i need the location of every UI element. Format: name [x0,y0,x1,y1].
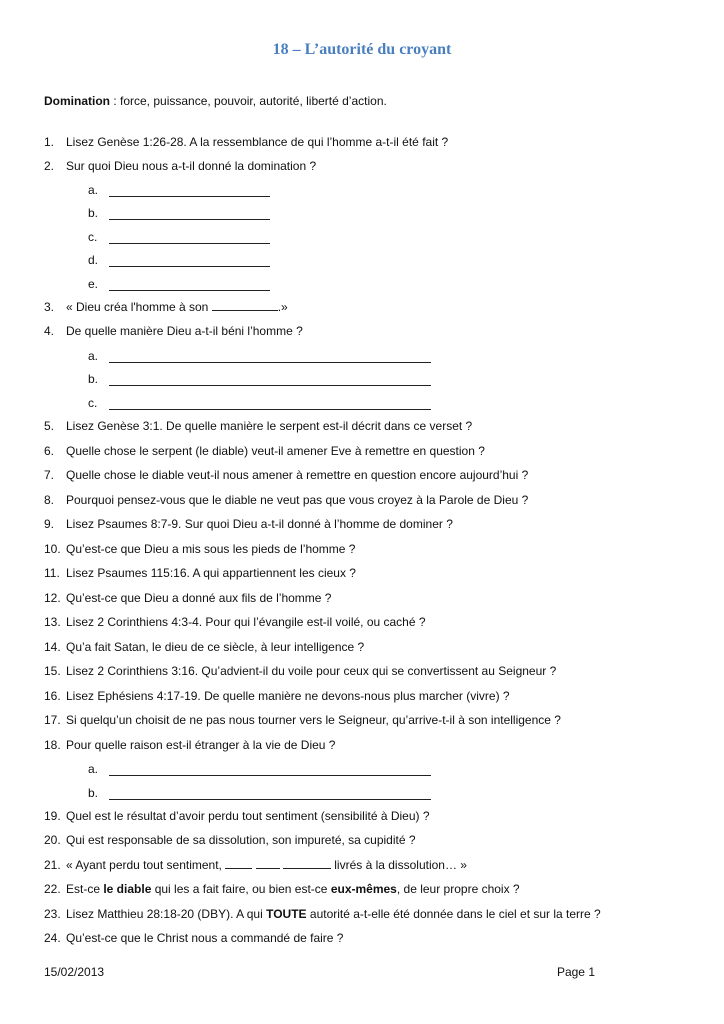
question-6: 6. Quelle chose le serpent (le diable) veut-il amener Eve à remettre en question ? [44,444,485,458]
answer-line[interactable] [109,799,431,800]
fill-blank[interactable] [225,858,252,869]
question-7: 7. Quelle chose le diable veut-il nous amener à remettre en question encore aujourd’hui ? [44,468,529,482]
footer-page-number: Page 1 [556,965,595,979]
q2-sub-d: d. [88,253,99,267]
q18-sub-b: b. [88,786,99,800]
question-20: 20. Qui est responsable de sa dissolution, son impureté, sa cupidité ? [44,833,416,847]
question-18: 18. Pour quelle raison est-il étranger à la vie de Dieu ? [44,738,336,752]
fill-blank[interactable] [283,858,331,869]
question-2: 2. Sur quoi Dieu nous a-t-il donné la domination ? [44,159,317,173]
q2-sub-c: c. [88,230,98,244]
question-13: 13. Lisez 2 Corinthiens 4:3-4. Pour qui l’évangile est-il voilé, ou caché ? [44,615,426,629]
question-21: 21. « Ayant perdu tout sentiment, livrés à la dissolution… » [44,858,467,872]
question-22: 22. Est-ce le diable qui les a fait faire, ou bien est-ce eux-mêmes, de leur propre choix ? [44,882,520,896]
answer-line[interactable] [109,196,270,197]
question-9: 9. Lisez Psaumes 8:7-9. Sur quoi Dieu a-t-il donné à l’homme de dominer ? [44,517,453,531]
definition-text: : force, puissance, pouvoir, autorité, liberté d’action. [110,94,387,108]
q2-sub-e: e. [88,277,99,291]
question-15: 15. Lisez 2 Corinthiens 3:16. Qu’advient-il du voile pour ceux qui se convertissent au Seigneur ? [44,664,557,678]
q4-sub-c: c. [88,396,98,410]
question-1: 1. Lisez Genèse 1:26-28. A la ressemblance de qui l’homme a-t-il été fait ? [44,135,449,149]
answer-line[interactable] [109,219,270,220]
question-14: 14. Qu’a fait Satan, le dieu de ce siècle, à leur intelligence ? [44,640,365,654]
question-4: 4. De quelle manière Dieu a-t-il béni l’homme ? [44,324,303,338]
answer-line[interactable] [109,266,270,267]
question-16: 16. Lisez Ephésiens 4:17-19. De quelle manière ne devons-nous plus marcher (vivre) ? [44,689,510,703]
answer-line[interactable] [109,775,431,776]
question-12: 12. Qu’est-ce que Dieu a donné aux fils de l’homme ? [44,591,332,605]
fill-blank[interactable] [212,300,278,311]
page-title: 18 – L’autorité du croyant [272,41,452,58]
q2-sub-a: a. [88,183,99,197]
answer-line[interactable] [109,409,431,410]
q4-sub-b: b. [88,372,99,386]
question-23: 23. Lisez Matthieu 28:18-20 (DBY). A qui TOUTE autorité a-t-elle été donnée dans le ciel et sur la terre ? [44,907,601,921]
question-3: 3. « Dieu créa l'homme à son .» [44,300,288,314]
answer-line[interactable] [109,290,270,291]
q4-sub-a: a. [88,349,99,363]
answer-line[interactable] [109,243,270,244]
definition-term: Domination [44,94,110,108]
footer-date: 15/02/2013 [44,965,105,979]
question-19: 19. Quel est le résultat d’avoir perdu tout sentiment (sensibilité à Dieu) ? [44,809,430,823]
fill-blank[interactable] [256,858,280,869]
question-10: 10. Qu’est-ce que Dieu a mis sous les pieds de l’homme ? [44,542,356,556]
question-24: 24. Qu’est-ce que le Christ nous a commandé de faire ? [44,931,344,945]
answer-line[interactable] [109,385,431,386]
definition [44,94,387,108]
q2-sub-b: b. [88,206,99,220]
question-5: 5. Lisez Genèse 3:1. De quelle manière le serpent est-il décrit dans ce verset ? [44,419,473,433]
q18-sub-a: a. [88,762,99,776]
question-8: 8. Pourquoi pensez-vous que le diable ne veut pas que vous croyez à la Parole de Dieu ? [44,493,529,507]
question-17: 17. Si quelqu’un choisit de ne pas nous tourner vers le Seigneur, qu’arrive-t-il à son intelligence ? [44,713,561,727]
answer-line[interactable] [109,362,431,363]
question-11: 11. Lisez Psaumes 115:16. A qui appartiennent les cieux ? [44,566,356,580]
